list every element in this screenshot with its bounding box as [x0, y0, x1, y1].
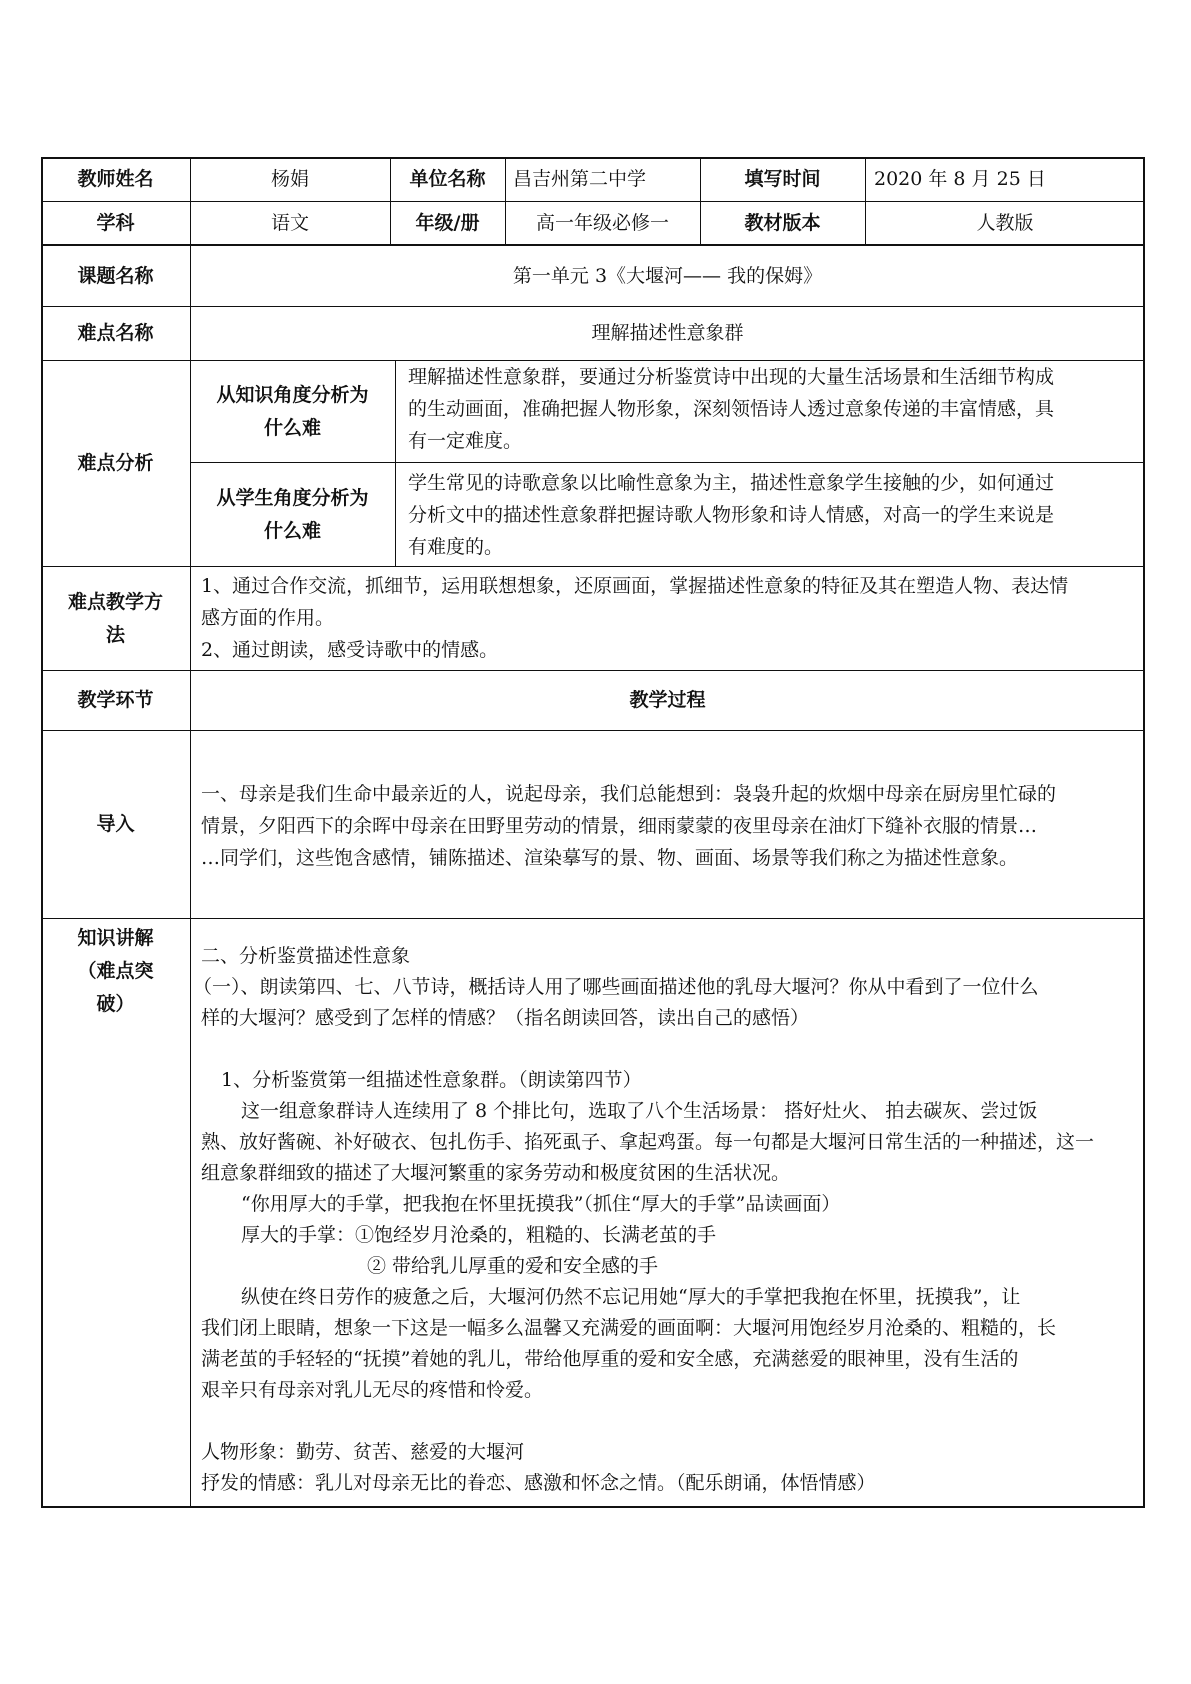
grade-label: 年级/册	[415, 211, 480, 234]
intro-text	[201, 778, 1056, 874]
row-divider	[41, 566, 1145, 567]
teacher-value: 杨娟	[270, 167, 309, 190]
text-line: 我们闭上眼睛，想象一下这是一幅多么温馨又充满爱的画面啊：大堰河用饱经岁月沧桑的、粗糙的，长	[201, 1317, 1057, 1339]
method-text	[201, 570, 1068, 666]
text-line: 二、分析鉴赏描述性意象	[201, 945, 411, 967]
text-line: 有一定难度。	[408, 430, 523, 452]
unit-value: 昌吉州第二中学	[513, 167, 647, 190]
teacher-label: 教师姓名	[77, 167, 154, 190]
text-line: 人物形象：勤劳、贫苦、慈爱的大堰河	[201, 1441, 525, 1463]
text-line: 组意象群细致的描述了大堰河繁重的家务劳动和极度贫困的生活状况。	[201, 1162, 791, 1184]
text-line: 的生动画面，准确把握人物形象，深刻领悟诗人透过意象传递的丰富情感，具	[408, 398, 1055, 420]
text-line: 纵使在终日劳作的疲惫之后，大堰河仍然不忘记用她“厚大的手掌把我抱在怀里，抚摸我”，让	[241, 1286, 1021, 1308]
text-line: ② 带给乳儿厚重的爱和安全感的手	[367, 1255, 659, 1277]
row-divider	[41, 730, 1145, 731]
text-line: 1、通过合作交流，抓细节，运用联想想象，还原画面，掌握描述性意象的特征及其在塑造人物、表达情	[201, 575, 1069, 597]
text-line: 情景，夕阳西下的余晖中母亲在田野里劳动的情景，细雨蒙蒙的夜里母亲在油灯下缝补衣服的情景…	[201, 815, 1038, 837]
knowledge-angle-line: 从知识角度分析为	[216, 383, 369, 406]
difficulty-label: 难点名称	[77, 322, 154, 344]
text-line: 理解描述性意象群，要通过分析鉴赏诗中出现的大量生活场景和生活细节构成	[408, 366, 1055, 388]
knowledge-label-line: 破）	[96, 993, 135, 1015]
subject-label: 学科	[96, 211, 135, 234]
topic-label: 课题名称	[77, 264, 154, 287]
method-label-line: 法	[105, 623, 125, 646]
column-divider	[395, 360, 396, 567]
text-line: 一、母亲是我们生命中最亲近的人，说起母亲，我们总能想到：袅袅升起的炊烟中母亲在厨房里忙碌的	[201, 783, 1057, 805]
method-label	[41, 567, 190, 670]
unit-label: 单位名称	[409, 167, 486, 190]
text-line: 艰辛只有母亲对乳儿无尽的疼惜和怜爱。	[201, 1379, 544, 1401]
text-line: 2、通过朗读，感受诗歌中的情感。	[201, 639, 499, 661]
student-angle-label	[190, 463, 395, 566]
subject-value: 语文	[270, 211, 309, 234]
student-angle-line: 从学生角度分析为	[216, 486, 369, 509]
topic-value: 第一单元 3《大堰河—— 我的保姆》	[512, 264, 823, 287]
text-line: 学生常见的诗歌意象以比喻性意象为主，描述性意象学生接触的少，如何通过	[408, 472, 1055, 494]
text-line: 抒发的情感：乳儿对母亲无比的眷恋、感激和怀念之情。（配乐朗诵，体悟情感）	[201, 1472, 876, 1494]
text-line: 感方面的作用。	[201, 607, 335, 629]
text-line	[201, 1034, 1094, 1065]
knowledge-angle-line: 什么难	[263, 416, 321, 439]
date-value: 2020 年 8 月 25 日	[874, 167, 1046, 190]
text-line: 厚大的手掌：①饱经岁月沧桑的，粗糙的、长满老茧的手	[241, 1224, 717, 1246]
grade-value: 高一年级必修一	[535, 211, 669, 234]
analysis-label: 难点分析	[77, 452, 154, 474]
text-line: 样的大堰河？感受到了怎样的情感？（指名朗读回答，读出自己的感悟）	[201, 1007, 810, 1029]
edition-label: 教材版本	[744, 211, 821, 234]
row-divider	[41, 918, 1145, 919]
text-line: 这一组意象群诗人连续用了 8 个排比句，选取了八个生活场景： 搭好灶火、 拍去碳灰、尝过饭	[241, 1100, 1038, 1122]
text-line: （一）、朗读第四、七、八节诗，概括诗人用了哪些画面描述他的乳母大堰河？你从中看到了一位什么	[193, 976, 1039, 998]
knowledge-angle-text	[408, 361, 1054, 457]
student-angle-text	[408, 467, 1054, 563]
knowledge-label	[41, 922, 190, 1022]
student-angle-line: 什么难	[263, 519, 321, 542]
edition-value: 人教版	[976, 211, 1034, 234]
method-label-line: 难点教学方	[67, 590, 163, 613]
text-line	[201, 1406, 1094, 1437]
text-line: 熟、放好酱碗、补好破衣、包扎伤手、掐死虱子、拿起鸡蛋。每一句都是大堰河日常生活的一种描述，这一	[201, 1131, 1095, 1153]
text-line: “你用厚大的手掌，把我抱在怀里抚摸我”（抓住“厚大的手掌”品读画面）	[241, 1193, 841, 1215]
text-line: …同学们，这些饱含感情，铺陈描述、渲染摹写的景、物、画面、场景等我们称之为描述性意象。	[201, 847, 1019, 869]
text-line: 有难度的。	[408, 536, 504, 558]
knowledge-angle-label	[190, 361, 395, 462]
section-label: 教学环节	[77, 689, 154, 711]
knowledge-label-line: （难点突	[77, 960, 154, 982]
knowledge-label-line: 知识讲解	[77, 927, 154, 949]
difficulty-value: 理解描述性意象群	[591, 322, 744, 344]
knowledge-text	[193, 941, 1095, 1499]
text-line: 1、分析鉴赏第一组描述性意象群。（朗读第四节）	[221, 1069, 642, 1091]
text-line: 分析文中的描述性意象群把握诗歌人物形象和诗人情感，对高一的学生来说是	[408, 504, 1055, 526]
section-value: 教学过程	[629, 689, 706, 711]
date-label: 填写时间	[744, 167, 821, 190]
intro-label: 导入	[96, 813, 135, 835]
text-line: 满老茧的手轻轻的“抚摸”着她的乳儿，带给他厚重的爱和安全感，充满慈爱的眼神里，没有生活的	[201, 1348, 1019, 1370]
